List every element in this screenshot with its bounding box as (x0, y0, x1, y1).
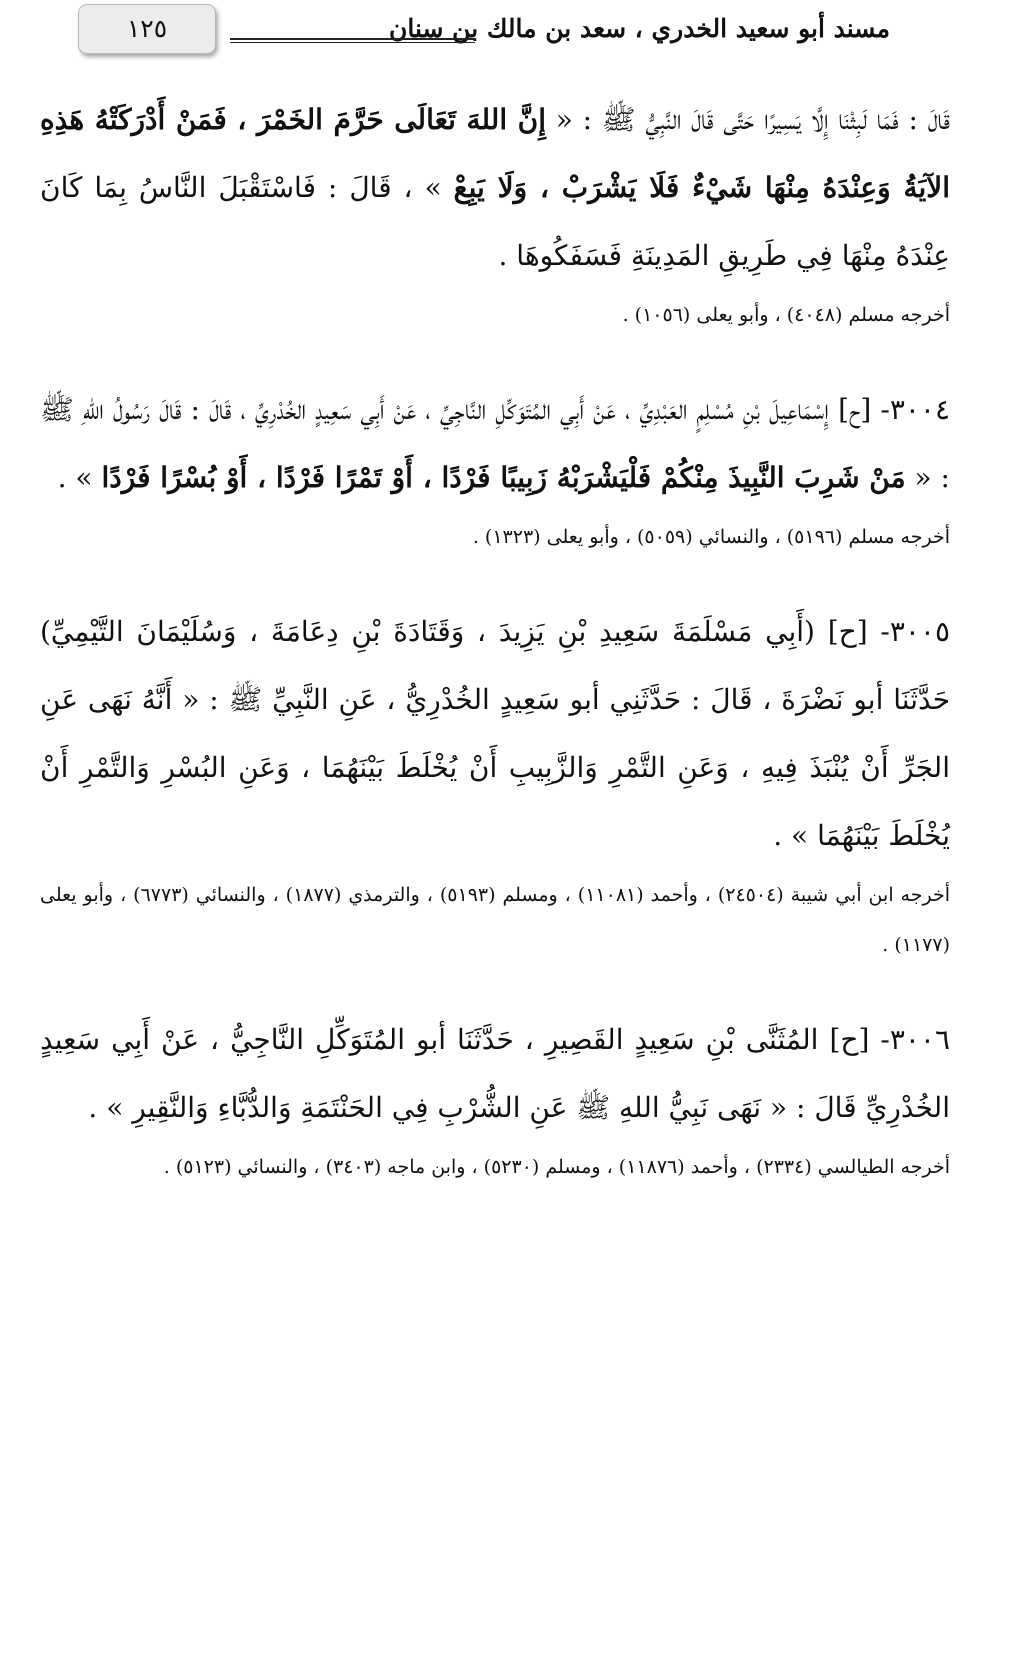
hadith-quote: إِنَّ اللهَ تَعَالَى حَرَّمَ الخَمْرَ ، فَمَنْ أَدْرَكَتْهُ هَذِهِ الآيَةُ وَعِنْدَهُ مِنْهَا شَيْءٌ فَلَا يَشْرَبْ ، وَلَا يَبِعْ (40, 103, 950, 204)
page-number: ١٢٥ (126, 14, 168, 43)
takhrij-note: أخرجه الطيالسي (٢٣٣٤) ، وأحمد (١١٨٧٦) ، ومسلم (٥٢٣٠) ، وابن ماجه (٣٤٠٣) ، والنسائي (٥١٢٣) . (163, 1156, 950, 1178)
hadith-text (40, 598, 950, 870)
hadith-intro: قَالَ : فَمَا لَبِثْنَا إِلَّا يَسِيرًا حَتَّى قَالَ النَّبِيُّ ﷺ : « (546, 103, 951, 136)
hadith-text (40, 376, 950, 512)
hadith-intro: ٣٠٠٦- [ح] المُثَنَّى بْنِ سَعِيدٍ القَصِيرِ ، حَدَّثَنَا أبو المُتَوَكِّلِ النَّاجِيُّ ، عَنْ أَبِي سَعِيدٍ الخُدْرِيِّ قَالَ : « نَهَى نَبِيُّ اللهِ ﷺ عَنِ الشُّرْبِ فِي الحَنْتَمَةِ وَالدُّبَّاءِ وَالنَّقِيرِ » . (40, 1023, 950, 1124)
hadith-intro: ٣٠٠٥- [ح] (أَبِي مَسْلَمَةَ سَعِيدِ بْنِ يَزِيدَ ، وَقَتَادَةَ بْنِ دِعَامَةَ ، وَسُلَيْمَانَ التَّيْمِيِّ) حَدَّثَنَا أبو نَضْرَةَ ، قَالَ : حَدَّثَنِي أبو سَعِيدٍ الخُدْرِيُّ ، عَنِ النَّبِيِّ ﷺ : « أَنَّهُ نَهَى عَنِ الجَرِّ أَنْ يُنْبَذَ فِيهِ ، وَعَنِ التَّمْرِ وَالزَّبِيبِ أَنْ يُخْلَطَ بَيْنَهُمَا ، وَعَنِ البُسْرِ وَالتَّمْرِ أَنْ يُخْلَطَ بَيْنَهُمَا » . (40, 615, 950, 852)
takhrij-note: أخرجه مسلم (٤٠٤٨) ، وأبو يعلى (١٠٥٦) . (622, 304, 950, 326)
takhrij-note: أخرجه مسلم (٥١٩٦) ، والنسائي (٥٠٥٩) ، وأبو يعلى (١٣٢٣) . (472, 526, 950, 548)
page-number-tab (78, 4, 216, 54)
hadith-block (40, 1006, 950, 1192)
header-rule (230, 38, 475, 43)
hadith-text (40, 1006, 950, 1142)
hadith-outro: » ، قَالَ : فَاسْتَقْبَلَ النَّاسُ بِمَا كَانَ عِنْدَهُ مِنْهَا فِي طَرِيقِ المَدِينَةِ فَسَفَكُوهَا . (40, 171, 950, 272)
hadith-quote: مَنْ شَرِبَ النَّبِيذَ مِنْكُمْ فَلْيَشْرَبْهُ زَبِيبًا فَرْدًا ، أَوْ تَمْرًا فَرْدًا ، أَوْ بُسْرًا فَرْدًا (101, 461, 906, 494)
hadith-outro: » . (57, 461, 102, 494)
hadith-intro: ٣٠٠٤- [ح] إِسْمَاعِيلَ بْنِ مُسْلِمٍ العَبْدِيِّ ، عَنْ أَبِي المُتَوَكِّلِ النَّاجِيِّ ، عَنْ أَبِي سَعِيدٍ الخُدْرِيِّ ، قَالَ : قَالَ رَسُولُ اللهِ ﷺ : « (40, 393, 950, 494)
page-content (40, 70, 950, 1192)
running-title: مسند أبو سعيد الخدري ، سعد بن مالك بن سنان (389, 14, 890, 43)
hadith-block (40, 86, 950, 340)
hadith-block (40, 376, 950, 562)
hadith-text (40, 86, 950, 290)
takhrij-note: أخرجه ابن أبي شيبة (٢٤٥٠٤) ، وأحمد (١١٠٨١) ، ومسلم (٥١٩٣) ، والترمذي (١٨٧٧) ، والنسائي (٦٧٧٣) ، وأبو يعلى (١١٧٧) . (40, 884, 950, 956)
page-header (40, 0, 950, 70)
hadith-block (40, 598, 950, 970)
